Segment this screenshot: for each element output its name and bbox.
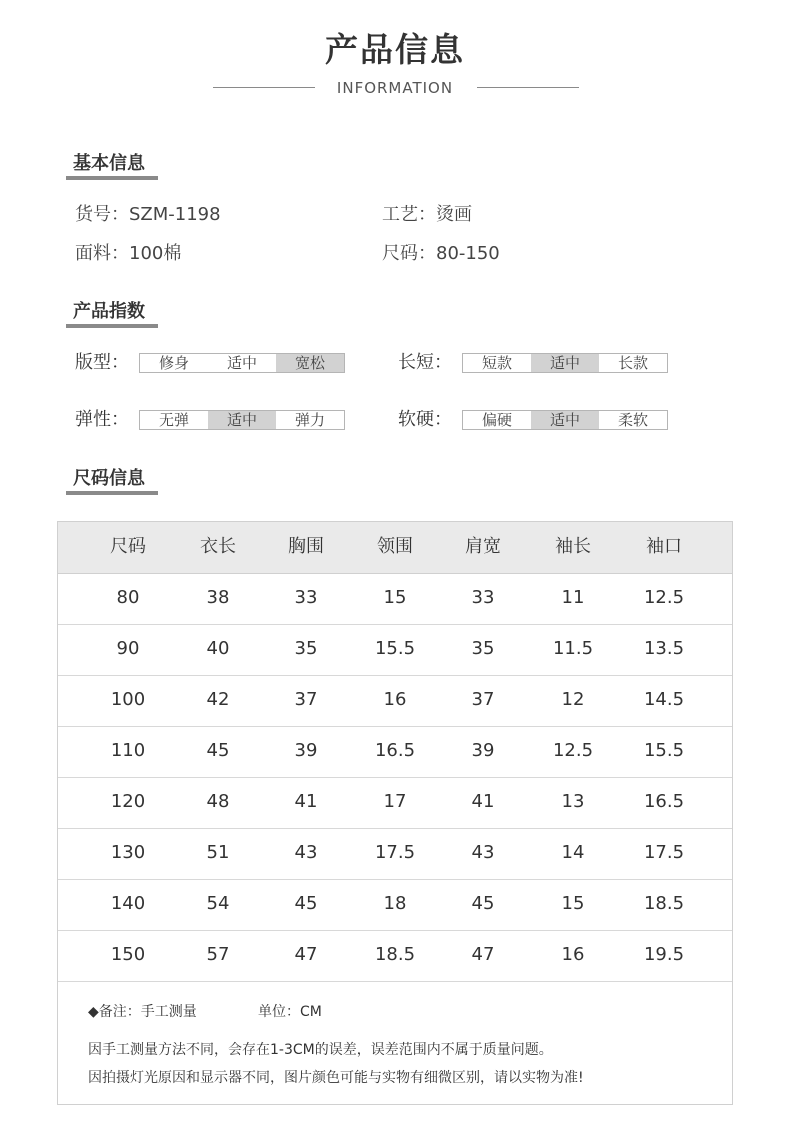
table-cell: 35 [294,638,318,659]
table-cell: 11 [561,587,585,608]
size-table [57,521,733,1105]
basic-info-heading-text: 基本信息 [73,153,145,174]
unit-label: 单位：CM [258,1004,322,1020]
table-cell: 51 [206,842,230,863]
table-cell: 38 [206,587,230,608]
product-index-heading [66,300,145,324]
table-cell: 11.5 [552,638,594,659]
table-row [58,726,732,778]
table-cell: 17.5 [643,842,685,863]
basic-info-heading [66,152,145,176]
page-subtitle: INFORMATION [336,79,454,97]
table-cell: 43 [471,842,495,863]
table-cell: 150 [110,944,146,965]
table-cell: 37 [471,689,495,710]
table-cell: 17 [383,791,407,812]
table-header [58,522,732,574]
elasticity-label: 弹性： [75,409,129,430]
table-cell: 16.5 [374,740,416,761]
table-cell: 45 [206,740,230,761]
fit-option: 修身 [158,354,189,372]
table-cell: 16 [383,689,407,710]
softness-option: 柔软 [617,411,648,429]
table-cell: 15.5 [643,740,685,761]
disclaimer-line-1: 因手工测量方法不同，会存在1-3CM的误差，误差范围内不属于质量问题。 [88,1042,553,1058]
table-cell: 41 [471,791,495,812]
table-cell: 42 [206,689,230,710]
table-cell: 12.5 [552,740,594,761]
table-cell: 33 [294,587,318,608]
size-range: 尺码：80-150 [382,243,500,264]
table-cell: 80 [116,587,140,608]
page-title: 产品信息 [325,30,465,69]
fit-option: 适中 [226,354,257,372]
elasticity-scale [139,410,345,430]
table-cell: 13 [561,791,585,812]
table-cell: 41 [294,791,318,812]
table-cell: 57 [206,944,230,965]
length-option: 长款 [617,354,648,372]
length-label: 长短： [398,352,452,373]
table-cell: 18.5 [374,944,416,965]
table-cell: 120 [110,791,146,812]
header-cell: 胸围 [288,536,324,557]
table-cell: 45 [294,893,318,914]
table-row [58,777,732,829]
table-row [58,573,732,625]
table-cell: 39 [471,740,495,761]
table-row [58,879,732,931]
heading-underline [66,176,158,180]
table-cell: 12 [561,689,585,710]
table-row [58,930,732,982]
product-index-heading-text: 产品指数 [73,301,145,322]
header-cell: 袖长 [555,536,591,557]
table-cell: 12.5 [643,587,685,608]
table-row [58,675,732,727]
elasticity-option: 无弹 [158,411,189,429]
table-cell: 16.5 [643,791,685,812]
table-cell: 47 [294,944,318,965]
softness-option-selected: 适中 [531,411,599,429]
length-scale [462,353,668,373]
table-cell: 37 [294,689,318,710]
table-cell: 18.5 [643,893,685,914]
table-cell: 16 [561,944,585,965]
table-cell: 14 [561,842,585,863]
table-cell: 15 [383,587,407,608]
table-row [58,624,732,676]
table-cell: 48 [206,791,230,812]
size-info-heading [66,467,145,491]
fit-scale [139,353,345,373]
table-cell: 47 [471,944,495,965]
length-option: 短款 [481,354,512,372]
heading-underline [66,324,158,328]
table-cell: 35 [471,638,495,659]
fit-option-selected: 宽松 [276,354,344,372]
softness-label: 软硬： [398,409,452,430]
table-cell: 54 [206,893,230,914]
table-cell: 43 [294,842,318,863]
table-row [58,828,732,880]
measure-note: ◆备注：手工测量 [88,1004,197,1020]
table-cell: 100 [110,689,146,710]
table-cell: 15 [561,893,585,914]
table-cell: 110 [110,740,146,761]
craft: 工艺：烫画 [382,204,472,225]
header-cell: 袖口 [646,536,682,557]
table-cell: 130 [110,842,146,863]
table-cell: 140 [110,893,146,914]
fit-label: 版型： [75,352,129,373]
table-cell: 19.5 [643,944,685,965]
header-cell: 尺码 [110,536,146,557]
length-option-selected: 适中 [531,354,599,372]
table-cell: 15.5 [374,638,416,659]
item-number: 货号：SZM-1198 [75,204,221,225]
softness-option: 偏硬 [481,411,512,429]
table-cell: 14.5 [643,689,685,710]
heading-underline [66,491,158,495]
header-cell: 衣长 [200,536,236,557]
table-cell: 13.5 [643,638,685,659]
disclaimer-line-2: 因拍摄灯光原因和显示器不同，图片颜色可能与实物有细微区别，请以实物为准! [88,1070,584,1086]
table-cell: 33 [471,587,495,608]
table-cell: 39 [294,740,318,761]
table-cell: 40 [206,638,230,659]
header-cell: 领围 [377,536,413,557]
softness-scale [462,410,668,430]
elasticity-option: 弹力 [294,411,325,429]
fabric: 面料：100棉 [75,243,182,264]
divider-right [477,87,579,88]
size-info-heading-text: 尺码信息 [73,468,145,489]
table-cell: 18 [383,893,407,914]
table-cell: 90 [116,638,140,659]
table-cell: 45 [471,893,495,914]
header-cell: 肩宽 [465,536,501,557]
table-cell: 17.5 [374,842,416,863]
elasticity-option-selected: 适中 [208,411,276,429]
